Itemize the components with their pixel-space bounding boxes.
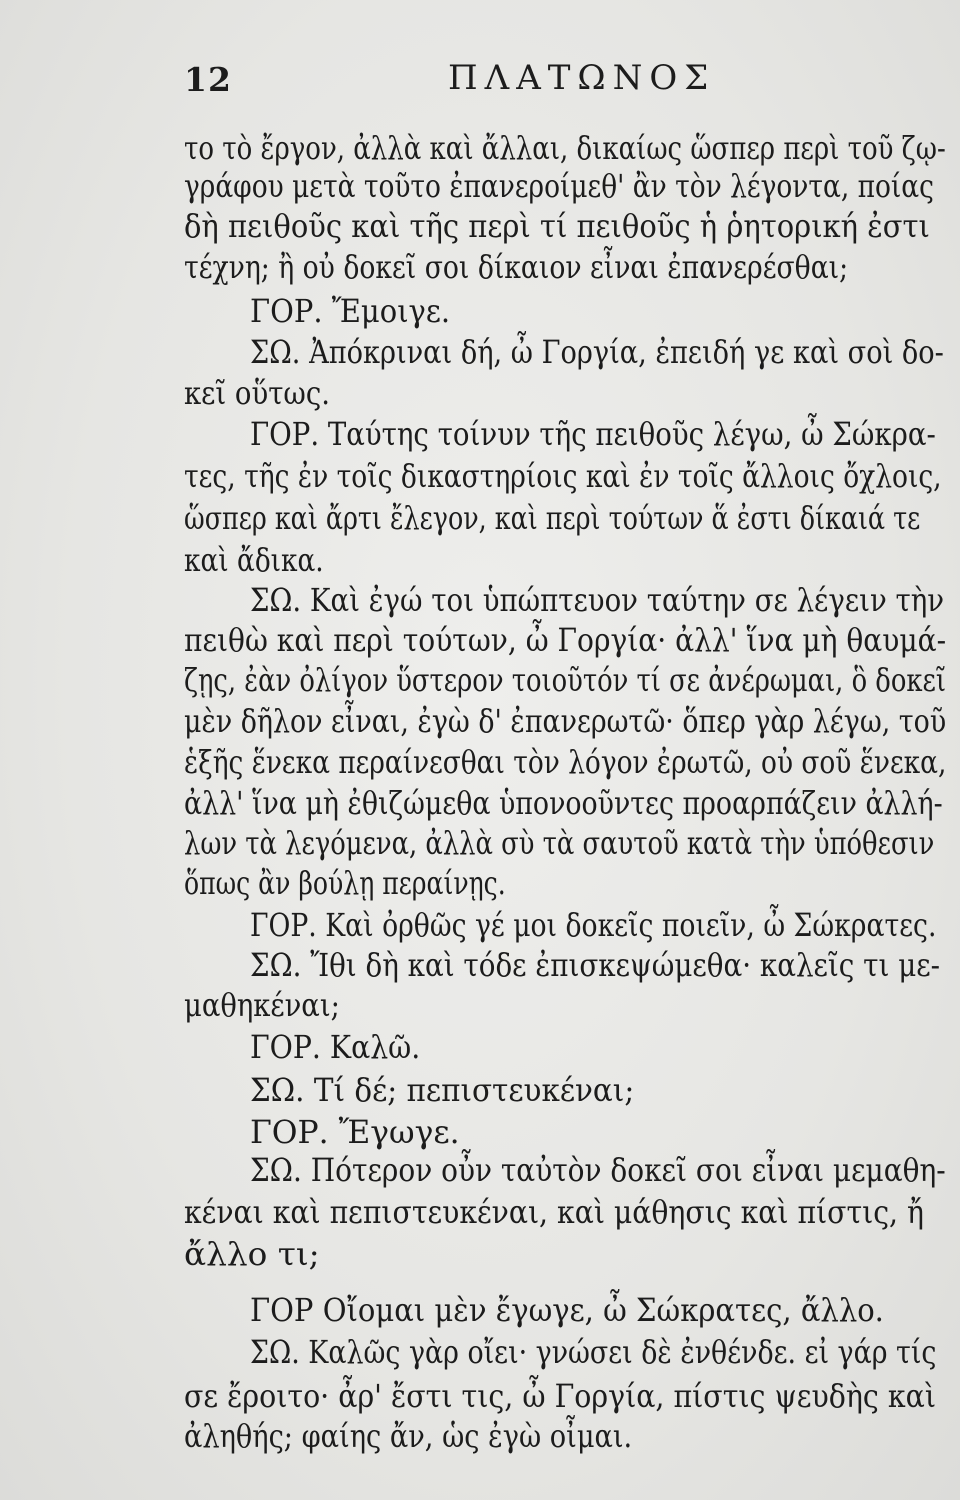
text-line: δὴ πειθοῦς καὶ τῆς περὶ τί πειθοῦς ἡ ῥητορική ἐστι: [184, 207, 930, 245]
text-line: ὅπως ἂν βούλῃ περαίνῃς.: [184, 864, 506, 902]
text-line: πειθὼ καὶ περὶ τούτων, ὦ Γοργία· ἀλλ' ἵνα μὴ θαυμά-: [184, 621, 947, 659]
text-line: ΣΩ. Καλῶς γὰρ οἴει· γνώσει δὲ ἐνθένδε. εἰ γάρ τίς: [250, 1333, 937, 1371]
text-line: γράφου μετὰ τοῦτο ἐπανεροίμεθ' ἂν τὸν λέγοντα, ποίας: [184, 167, 934, 205]
text-line: ΓΟΡ. Ἔμοιγε.: [250, 292, 451, 330]
page-number: 12: [184, 60, 232, 99]
text-line: ΣΩ. Ἴθι δὴ καὶ τόδε ἐπισκεψώμεθα· καλεῖς τι με-: [250, 946, 940, 984]
text-line: ΓΟΡ Οἴομαι μὲν ἔγωγε, ὦ Σώκρατες, ἄλλο.: [250, 1291, 884, 1329]
text-line: κέναι καὶ πεπιστευκέναι, καὶ μάθησις καὶ πίστις, ἤ: [184, 1193, 924, 1231]
running-title: ΠΛΑΤΩΝΟΣ: [448, 58, 716, 98]
text-line: τες, τῆς ἐν τοῖς δικαστηρίοις καὶ ἐν τοῖς ἄλλοις ὄχλοις,: [184, 457, 942, 495]
text-line: σε ἔροιτο· ἆρ' ἔστι τις, ὦ Γοργία, πίστις ψευδὴς καὶ: [184, 1377, 936, 1415]
text-line: λων τὰ λεγόμενα, ἀλλὰ σὺ τὰ σαυτοῦ κατὰ τὴν ὑπόθεσιν: [184, 824, 935, 862]
text-line: καὶ ἄδικα.: [184, 541, 324, 579]
text-line: ΓΟΡ. Καλῶ.: [250, 1028, 421, 1066]
text-line: ὥσπερ καὶ ἄρτι ἔλεγον, καὶ περὶ τούτων ἅ ἐστι δίκαιά τε: [184, 499, 921, 537]
text-line: ἑξῆς ἕνεκα περαίνεσθαι τὸν λόγον ἐρωτῶ, οὐ σοῦ ἕνεκα,: [184, 743, 947, 781]
text-line: ΣΩ. Τί δέ; πεπιστευκέναι;: [250, 1071, 635, 1109]
text-line: ΓΟΡ. Ἔγωγε.: [250, 1113, 460, 1151]
text-line: ΣΩ. Ἀπόκριναι δή, ὦ Γοργία, ἐπειδή γε καὶ σοὶ δο-: [250, 333, 944, 371]
text-line: το τὸ ἔργον, ἀλλὰ καὶ ἄλλαι, δικαίως ὥσπερ περὶ τοῦ ζῳ-: [184, 129, 946, 167]
text-line: μαθηκέναι;: [184, 986, 340, 1024]
text-line: τέχνη; ἢ οὐ δοκεῖ σοι δίκαιον εἶναι ἐπανερέσθαι;: [184, 248, 849, 286]
text-line: ΓΟΡ. Ταύτης τοίνυν τῆς πειθοῦς λέγω, ὦ Σώκρα-: [250, 415, 936, 453]
text-line: ΓΟΡ. Καὶ ὀρθῶς γέ μοι δοκεῖς ποιεῖν, ὦ Σώκρατες.: [250, 906, 937, 944]
text-line: ἀλλ' ἵνα μὴ ἐθιζώμεθα ὑπονοοῦντες προαρπάζειν ἀλλή-: [184, 784, 943, 822]
text-line: ζῃς, ἐὰν ὀλίγον ὕστερον τοιοῦτόν τί σε ἀνέρωμαι, ὃ δοκεῖ: [184, 661, 946, 699]
text-line: ΣΩ. Καὶ ἐγώ τοι ὑπώπτευον ταύτην σε λέγειν τὴν: [250, 581, 945, 619]
text-line: κεῖ οὕτως.: [184, 374, 330, 412]
text-line: μὲν δῆλον εἶναι, ἐγὼ δ' ἐπανερωτῶ· ὅπερ γὰρ λέγω, τοῦ: [184, 702, 947, 740]
text-line: ἄλλο τι;: [184, 1235, 320, 1273]
text-line: ἀληθής; φαίης ἄν, ὡς ἐγὼ οἶμαι.: [184, 1417, 633, 1455]
text-line: ΣΩ. Πότερον οὖν ταὐτὸν δοκεῖ σοι εἶναι μεμαθη-: [250, 1151, 946, 1189]
